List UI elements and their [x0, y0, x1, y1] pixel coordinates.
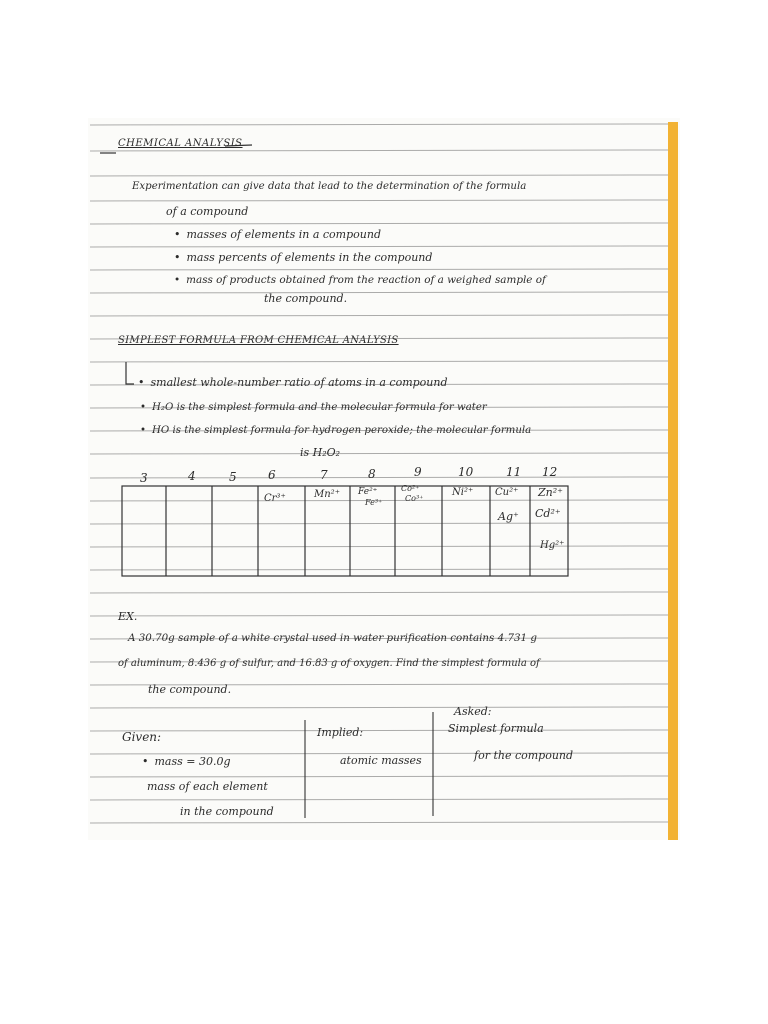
group-number: 4 [188, 469, 196, 483]
arrow-hook [126, 362, 134, 384]
example-line-2: of aluminum, 8.436 g of sulfur, and 16.83 g of oxygen. Find the simplest formula of [118, 658, 540, 669]
simplest-arrow-line: • smallest whole-number ratio of atoms in a compound [138, 377, 448, 388]
ion-co3: Co³⁺ [405, 494, 424, 503]
page-heading: CHEMICAL ANALYSIS [118, 138, 243, 149]
simplest-water: • H₂O is the simplest formula and the molecular formula for water [140, 403, 487, 413]
implied-item: atomic masses [340, 754, 422, 767]
asked-line-2: for the compound [474, 749, 574, 762]
asked-title: Asked: [454, 705, 492, 718]
ion-zn: Zn²⁺ [538, 486, 563, 499]
example-line-1: A 30.70g sample of a white crystal used in water purification contains 4.731 g [128, 632, 537, 644]
group-number: 5 [229, 470, 237, 484]
group-number: 8 [368, 467, 376, 481]
group-number: 3 [140, 471, 148, 485]
group-number: 6 [268, 468, 276, 482]
example-line-3: the compound. [148, 683, 232, 696]
group-number: 7 [320, 468, 328, 482]
ion-ni: Ni²⁺ [452, 487, 474, 498]
given-title: Given: [122, 730, 162, 744]
ion-hg: Hg²⁺ [540, 540, 565, 551]
ion-ag: Ag⁺ [498, 510, 519, 523]
simplest-peroxide-cont: is H₂O₂ [300, 446, 341, 459]
given-item-each: mass of each element [147, 780, 268, 793]
group-number: 11 [506, 465, 522, 479]
intro-bullet-3: • mass of products obtained from the reaction of a weighed sample of [174, 275, 546, 285]
asked-line-1: Simplest formula [448, 722, 544, 735]
ion-cr: Cr³⁺ [264, 493, 286, 504]
group-number: 10 [458, 465, 474, 479]
ion-cu: Cu²⁺ [495, 487, 519, 498]
intro-bullet-2: • mass percents of elements in the compound [174, 252, 432, 263]
given-item-compound: in the compound [180, 805, 274, 818]
intro-bullet-1: • masses of elements in a compound [174, 229, 381, 240]
simplest-peroxide: • HO is the simplest formula for hydrogen peroxide; the molecular formula [140, 426, 531, 436]
intro-line-1: Experimentation can give data that lead to the determination of the formula [132, 181, 527, 192]
implied-title: Implied: [317, 726, 364, 739]
ion-mn: Mn²⁺ [314, 489, 340, 500]
ion-cd: Cd²⁺ [535, 507, 561, 520]
intro-bullet-3-cont: the compound. [264, 292, 348, 305]
example-label: EX. [118, 610, 138, 623]
ion-table-grid [122, 486, 568, 576]
section-heading: SIMPLEST FORMULA FROM CHEMICAL ANALYSIS [118, 335, 399, 346]
group-number: 9 [414, 465, 422, 479]
given-item-mass: • mass = 30.0g [142, 756, 231, 767]
ion-fe3: Fe³⁺ [365, 498, 383, 507]
group-number: 12 [542, 465, 558, 479]
ion-co2: Co²⁺ [401, 484, 420, 493]
ion-fe2: Fe²⁺ [358, 487, 378, 497]
intro-line-2: of a compound [166, 205, 249, 218]
